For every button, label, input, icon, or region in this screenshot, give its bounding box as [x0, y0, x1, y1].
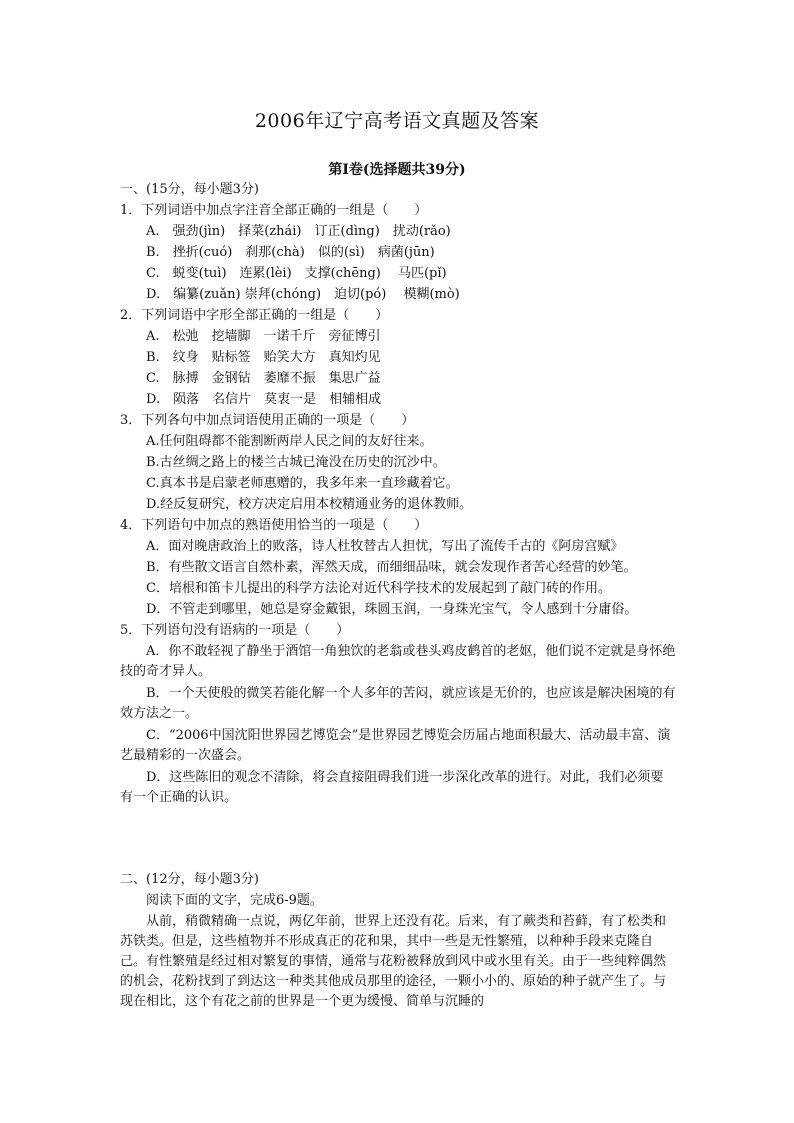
- volume-title: 第Ⅰ卷(选择题共39分): [328, 162, 466, 178]
- q5-option-a: A．你不敢轻视了静坐于酒馆一角独饮的老翁或巷头鸡皮鹤首的老妪，他们说不定就是身怀绝技的奇才异人。: [120, 644, 676, 679]
- section1-header: 一、(15分，每小题3分): [120, 182, 259, 197]
- q3-option-c: C.真本书是启蒙老师惠赠的，我多年来一直珍藏着它。: [146, 476, 459, 491]
- q1-option-c: C. 蜕变(tuì) 连累(lèi) 支撑(chēng) 马匹(pǐ): [146, 266, 447, 281]
- q1-option-a: A. 强劲(jìn) 择菜(zhái) 订正(dìng) 扰动(rǎo): [146, 224, 451, 239]
- document-title: 2006年辽宁高考语文真题及答案: [254, 110, 540, 132]
- q3-option-d: D.经反复研究，校方决定启用本校精通业务的退休教师。: [146, 497, 473, 512]
- q5-option-d: D．这些陈旧的观念不清除，将会直接阻碍我们进一步深化改革的进行。对此，我们必须要有一个正确的认识。: [120, 770, 664, 805]
- q1-stem: 1．下列词语中加点字注音全部正确的一组是（ ）: [120, 203, 428, 218]
- q5-stem: 5．下列语句没有语病的一项是（ ）: [120, 623, 350, 638]
- q3-option-a: A.任何阻碍都不能割断两岸人民之间的友好往来。: [146, 434, 433, 449]
- q1-option-d: D. 编纂(zuǎn) 崇拜(chóng) 迫切(pó) 模糊(mò): [146, 287, 460, 302]
- q2-stem: 2．下列词语中字形全部正确的一组是（ ）: [120, 308, 389, 323]
- q3-option-b: B.古丝绸之路上的楼兰古城已淹没在历史的沉沙中。: [146, 455, 446, 470]
- q4-option-b: B．有些散文语言自然朴素，浑然天成，而细细品味，就会发现作者苦心经营的妙笔。: [146, 560, 637, 575]
- q4-option-d: D．不管走到哪里，她总是穿金戴银，珠圆玉润，一身珠光宝气，令人感到十分庸俗。: [146, 602, 638, 617]
- section2-header: 二、(12分，每小题3分): [120, 872, 259, 887]
- reading-passage: 从前，稍微精确一点说，两亿年前，世界上还没有花。后来，有了蕨类和苔藓，有了松类和苏铁类。但是，这些植物并不形成真正的花和果，其中一些是无性繁殖，以种种手段来克隆自己。有性繁殖是经过相对繁复的事情，通常与花粉被释放到风中或水里有关。由于一些纯粹偶然的机会，花粉找到了到达这一种类其他成员那里的途径，一颗小小的、原始的种子就产生了。与现在相比，这个有花之前的世界是一个更为缓慢、简单与沉睡的: [120, 914, 667, 1009]
- q2-option-a: A. 松弛 挖墙脚 一诺千斤 旁征博引: [146, 329, 381, 344]
- section2-instruction: 阅读下面的文字，完成6-9题。: [146, 893, 323, 908]
- q2-option-c: C. 脉搏 金钢钻 萎靡不振 集思广益: [146, 371, 381, 386]
- q3-stem: 3．下列各句中加点词语使用正确的一项是（ ）: [120, 413, 415, 428]
- q4-option-a: A．面对晚唐政治上的败落，诗人杜牧替古人担忧，写出了流传千古的《阿房宫赋》: [146, 539, 624, 554]
- q4-stem: 4．下列语句中加点的熟语使用恰当的一项是（ ）: [120, 518, 428, 533]
- q5-option-c: C．“2006中国沈阳世界园艺博览会”是世界园艺博览会历届占地面积最大、活动最丰富、演艺最精彩的一次盛会。: [120, 728, 671, 763]
- q2-option-b: B. 纹身 贴标签 贻笑大方 真知灼见: [146, 350, 381, 365]
- q1-option-b: B. 挫折(cuó) 刹那(chà) 似的(sì) 病菌(jūn): [146, 245, 435, 260]
- q5-option-b: B．一个天使般的微笑若能化解一个人多年的苦闷，就应该是无价的，也应该是解决困境的有效方法之一。: [120, 686, 676, 721]
- q4-option-c: C．培根和笛卡儿提出的科学方法论对近代科学技术的发展起到了敲门砖的作用。: [146, 581, 611, 596]
- q2-option-d: D. 陨落 名信片 莫衷一是 相辅相成: [146, 392, 382, 407]
